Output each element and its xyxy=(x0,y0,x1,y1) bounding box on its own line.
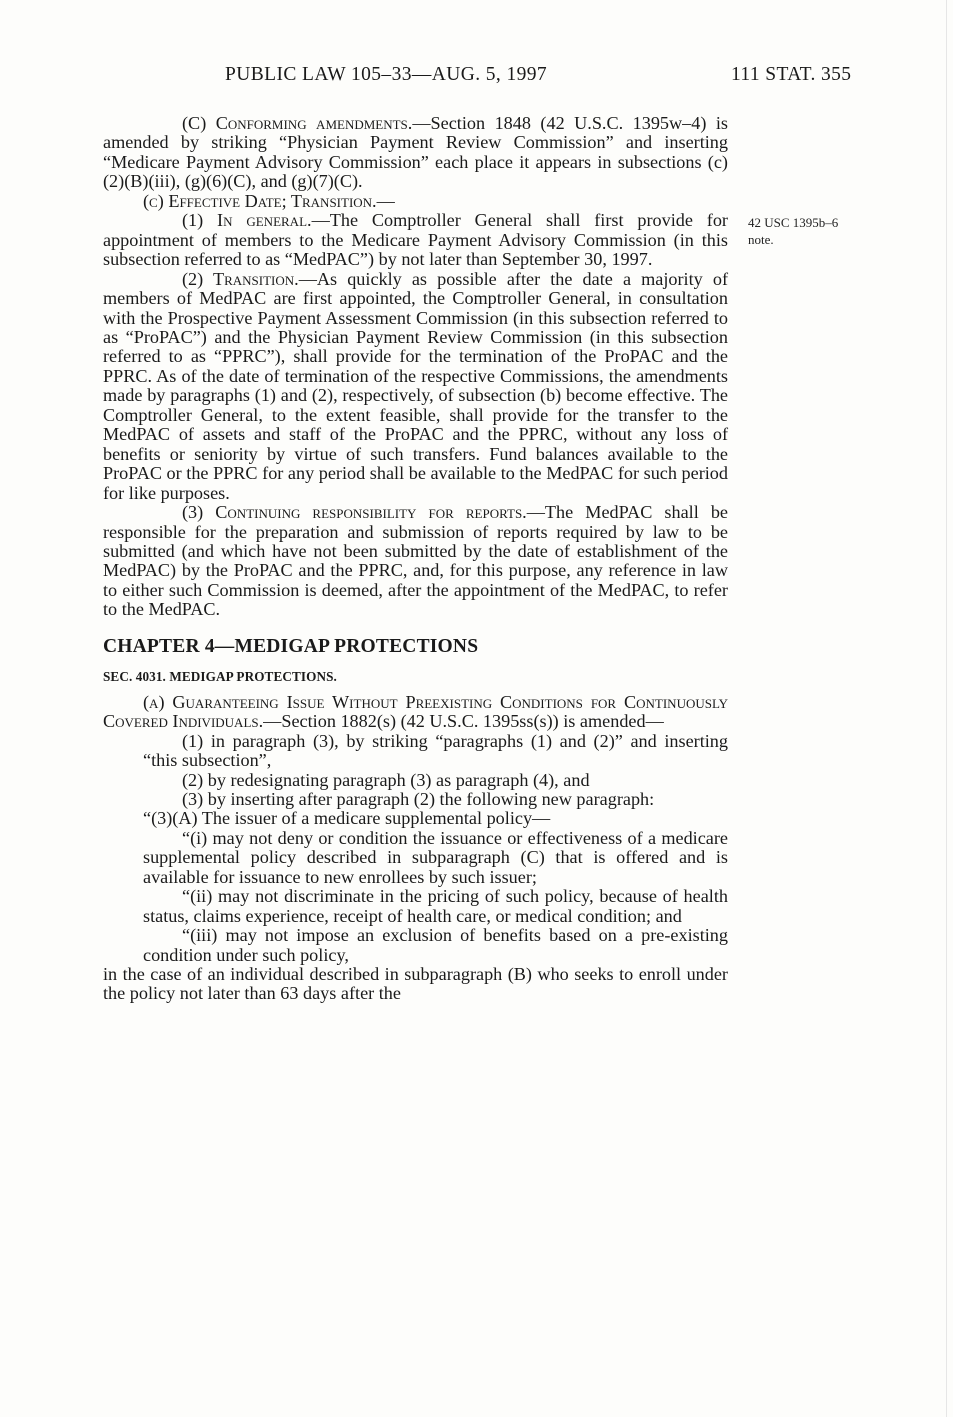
paragraph-text: —The MedPAC shall be responsible for the preparation and submission of reports required by law to be submitted (and which have not been submitted by the date of establishment of the MedPAC) by the ProPAC and the PPRC, and, for this purpose, any reference in law to either such Commission is deemed, after the appointment of the MedPAC, to refer to the MedPAC. xyxy=(103,502,729,620)
paragraph-label: (C) Conforming amendments. xyxy=(182,113,413,133)
page-edge xyxy=(946,0,947,1417)
paragraph-label: (a) Guaranteeing Issue Without Preexisting Conditions for Continuously Covered Individuals. xyxy=(103,691,728,732)
paragraph-text: —The Comptroller General shall first provide for appointment of members to the Medicare Payment Advisory Commission (in this subsection referred to as “MedPAC”) by not later than September 30, 1997. xyxy=(103,210,728,270)
quoted-clause-iii: “(iii) may not impose an exclusion of benefits based on a pre-existing condition under such policy, xyxy=(143,925,728,965)
paragraph-continuing-responsibility xyxy=(103,503,728,620)
paragraph-in-general xyxy=(103,211,728,269)
paragraph-conforming-amendments xyxy=(103,114,728,192)
list-item-1: (1) in paragraph (3), by striking “paragraphs (1) and (2)” and inserting “this subsection”, xyxy=(143,730,728,771)
list-item-3: (3) by inserting after paragraph (2) the following new paragraph: xyxy=(182,788,655,809)
margin-note-citation: 42 USC 1395b–6 xyxy=(748,215,839,230)
paragraph-label: (2) Transition. xyxy=(182,268,299,289)
chapter-heading: CHAPTER 4—MEDIGAP PROTECTIONS xyxy=(103,635,479,657)
paragraph-guaranteeing-issue xyxy=(103,693,728,732)
quoted-clause-ii: “(ii) may not discriminate in the pricing of such policy, because of health status, claims experience, receipt of health care, or medical condition; and xyxy=(143,886,728,926)
list-item-2: (2) by redesignating paragraph (3) as paragraph (4), and xyxy=(182,769,590,790)
margin-note xyxy=(748,214,838,248)
closing-paragraph: in the case of an individual described in subparagraph (B) who seeks to enroll under the policy not later than 63 days after the xyxy=(103,964,728,1004)
quoted-paragraph-a: “(3)(A) The issuer of a medicare supplemental policy— xyxy=(143,808,551,829)
paragraph-text: —Section 1882(s) (42 U.S.C. 1395ss(s)) is amended— xyxy=(263,711,664,732)
paragraph-label: (c) Effective Date; Transition. xyxy=(143,190,377,211)
quoted-clause-i: “(i) may not deny or condition the issuance or effectiveness of a medicare supplemental policy described in subparagraph (C) that is offered and is available for issuance to new enrollees by such issuer; xyxy=(143,827,728,887)
section-heading: SEC. 4031. MEDIGAP PROTECTIONS. xyxy=(103,669,337,685)
paragraph-text: —Section 1848 (42 U.S.C. 1395w–4) is amended by striking “Physician Payment Review Commission” and inserting “Medicare Payment Advisory Commission” each place it appears in subsections (c)(2)(B)(iii), (g)(6)(C), and (g)(7)(C). xyxy=(103,113,728,192)
paragraph-text: —As quickly as possible after the date a majority of members of MedPAC are first appointed, the Comptroller General, in consultation with the Prospective Payment Assessment Commission (in this subsection referred to as “ProPAC”) and the Physician Payment Review Commission (in this subsection referred to as “PPRC”), shall provide for the termination of the ProPAC and the PPRC. As of the date of termination of the respective Commissions, the amendments made by paragraphs (1) and (2), respectively, of subsection (b) become effective. The Comptroller General, to the extent feasible, shall provide for the transfer to the MedPAC of assets and staff of the ProPAC and the PPRC, without any loss of benefits or seniority by virtue of such transfers. Fund balances available to the ProPAC or the PPRC for any period shall be available to the MedPAC for such period for like purposes. xyxy=(103,268,729,503)
header-title: PUBLIC LAW 105–33—AUG. 5, 1997 xyxy=(225,64,548,85)
paragraph-label: (1) In general. xyxy=(182,210,312,231)
paragraph-effective-date xyxy=(103,192,728,211)
margin-note-label: note. xyxy=(748,232,774,247)
paragraph-label: (3) Continuing responsibility for reports. xyxy=(182,502,527,523)
paragraph-text: — xyxy=(376,190,395,211)
paragraph-transition xyxy=(103,270,728,503)
header-page-ref: 111 STAT. 355 xyxy=(731,64,852,85)
document-body xyxy=(103,114,728,1004)
page-header xyxy=(0,64,953,90)
